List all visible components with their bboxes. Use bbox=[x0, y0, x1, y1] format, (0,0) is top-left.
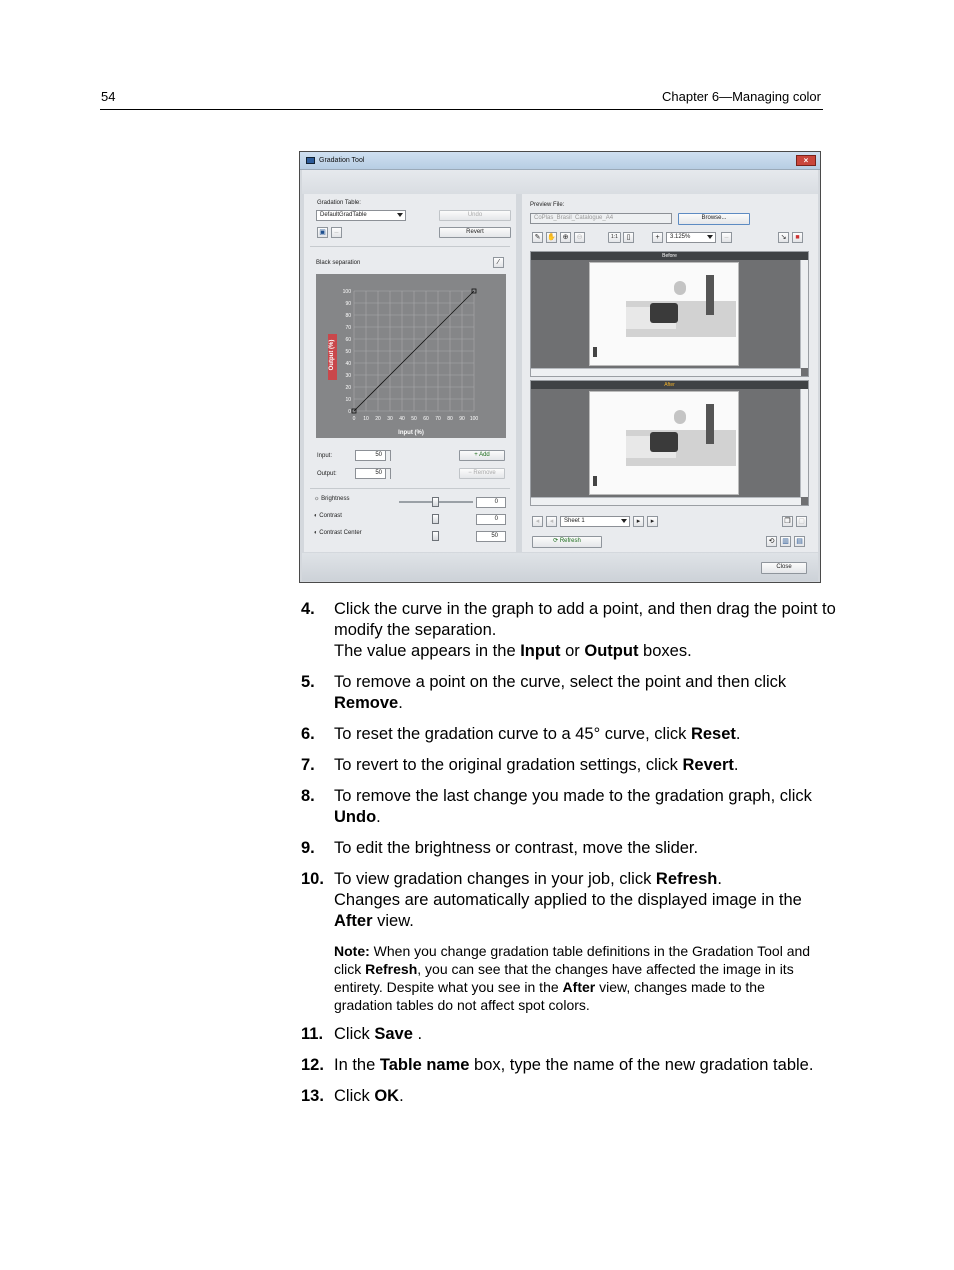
before-header: Before bbox=[531, 252, 808, 260]
y-tick-label: 40 bbox=[345, 361, 351, 367]
step-number: 13. bbox=[301, 1087, 324, 1105]
side-by-side-icon[interactable]: ▥ bbox=[780, 536, 791, 547]
eyedropper-icon[interactable]: ✎ bbox=[532, 232, 543, 243]
header-rule bbox=[100, 109, 823, 110]
dialog-titlebar bbox=[300, 152, 820, 170]
text-run: . bbox=[376, 808, 381, 826]
sync-icon[interactable]: ⟲ bbox=[766, 536, 777, 547]
text-run: . bbox=[735, 725, 741, 743]
step-text bbox=[334, 838, 841, 859]
refresh-label: Refresh bbox=[559, 538, 581, 544]
text-run: Click bbox=[334, 1087, 375, 1105]
step-item bbox=[301, 1055, 841, 1076]
next-sheet-icon[interactable]: ▸ bbox=[633, 516, 644, 527]
chapter-title: Chapter 6—Managing color bbox=[662, 89, 821, 104]
y-tick-label: 90 bbox=[345, 301, 351, 307]
fit-page-icon[interactable]: ▯ bbox=[623, 232, 634, 243]
after-horizontal-scrollbar[interactable] bbox=[531, 497, 801, 505]
x-tick-label: 0 bbox=[352, 416, 356, 422]
bold-term: Refresh bbox=[365, 961, 418, 977]
step-item bbox=[301, 672, 841, 714]
x-tick-label: 60 bbox=[423, 416, 429, 422]
zoom-in-icon[interactable]: ⊕ bbox=[560, 232, 571, 243]
bold-term: After bbox=[562, 979, 596, 995]
paste-icon[interactable]: ▢ bbox=[796, 516, 807, 527]
output-label: Output: bbox=[317, 471, 337, 477]
step-number: 9. bbox=[301, 839, 315, 857]
contrast-center-label: Contrast Center bbox=[319, 530, 362, 536]
text-run: view, changes made to the gradation tables do not affect spot colors. bbox=[334, 979, 765, 1013]
zoom-value: 3.125% bbox=[670, 234, 691, 240]
text-run: When you change gradation table definitions in the Gradation Tool and click bbox=[334, 943, 811, 977]
text-run: To view gradation changes in your job, click bbox=[334, 870, 656, 888]
page-number: 54 bbox=[101, 89, 116, 104]
bold-term: Save bbox=[374, 1025, 413, 1043]
before-page-thumbnail bbox=[589, 262, 739, 366]
zoom-minus-icon[interactable]: – bbox=[721, 232, 732, 243]
x-tick-label: 40 bbox=[399, 416, 405, 422]
step-item bbox=[301, 755, 841, 776]
zoom-out-icon[interactable]: ⊖ bbox=[574, 232, 585, 243]
divider bbox=[310, 488, 510, 489]
black-separation-label: Black separation bbox=[316, 260, 361, 266]
bold-term: Remove bbox=[334, 694, 399, 712]
bold-term: Revert bbox=[682, 756, 734, 774]
edit-curve-icon[interactable]: ⁄ bbox=[493, 257, 504, 268]
previous-sheet-icon[interactable]: ◂ bbox=[546, 516, 557, 527]
contrast-center-slider-thumb[interactable] bbox=[432, 531, 439, 541]
text-run: box, type the name of the new gradation table. bbox=[469, 1056, 814, 1074]
contrast-value: 0 bbox=[494, 516, 498, 522]
contrast-center-icon: ◐ bbox=[314, 530, 318, 536]
gradation-graph[interactable] bbox=[316, 274, 506, 438]
brightness-value: 0 bbox=[494, 499, 498, 505]
zoom-select[interactable] bbox=[666, 232, 716, 243]
brightness-field[interactable] bbox=[476, 497, 506, 508]
x-tick-label: 10 bbox=[363, 416, 369, 422]
text-run: The value appears in the bbox=[334, 642, 521, 660]
step-number: 4. bbox=[301, 600, 315, 618]
y-axis-label: Output (%) bbox=[329, 339, 335, 371]
gradation-tool-dialog bbox=[299, 151, 821, 583]
y-tick-label: 20 bbox=[345, 385, 351, 391]
step-number: 5. bbox=[301, 673, 315, 691]
gradation-table-value: DefaultGradTable bbox=[320, 212, 367, 218]
actual-size-button[interactable]: 1:1 bbox=[608, 232, 621, 243]
brightness-slider-thumb[interactable] bbox=[432, 497, 439, 507]
text-run: . bbox=[717, 870, 722, 888]
refresh-button[interactable] bbox=[532, 536, 602, 548]
bold-term: Reset bbox=[690, 725, 736, 743]
y-tick-label: 30 bbox=[345, 373, 351, 379]
step-number: 8. bbox=[301, 787, 315, 805]
app-icon bbox=[306, 157, 315, 164]
dialog-title: Gradation Tool bbox=[319, 157, 365, 164]
gradation-table-select[interactable] bbox=[316, 210, 406, 221]
instruction-steps bbox=[301, 599, 841, 1117]
input-label: Input: bbox=[317, 453, 333, 459]
step-item bbox=[301, 838, 841, 859]
x-tick-label: 100 bbox=[469, 416, 479, 422]
color-icon[interactable]: ■ bbox=[792, 232, 803, 243]
contrast-center-row bbox=[314, 530, 362, 536]
step-text bbox=[334, 786, 841, 828]
settings-icon[interactable]: ↘ bbox=[778, 232, 789, 243]
step-number: 7. bbox=[301, 756, 315, 774]
x-tick-label: 50 bbox=[411, 416, 417, 422]
contrast-center-value: 50 bbox=[491, 533, 498, 539]
contrast-field[interactable] bbox=[476, 514, 506, 525]
x-tick-labels bbox=[353, 416, 479, 422]
chevron-down-icon bbox=[621, 519, 627, 523]
step-text bbox=[334, 672, 841, 714]
divider bbox=[310, 246, 510, 247]
save-icon[interactable]: ▣ bbox=[317, 227, 328, 238]
before-preview[interactable] bbox=[530, 251, 809, 377]
text-run: . bbox=[412, 1025, 423, 1043]
refresh-icon: ⟳ bbox=[553, 538, 559, 544]
step-item bbox=[301, 599, 841, 662]
text-run: view. bbox=[372, 912, 414, 930]
text-run: To remove a point on the curve, select the point and then click bbox=[334, 673, 787, 691]
remove-button[interactable]: − Remove bbox=[459, 468, 505, 479]
text-run: To edit the brightness or contrast, move the slider. bbox=[334, 839, 699, 857]
contrast-slider-thumb[interactable] bbox=[432, 514, 439, 524]
add-button[interactable]: + Add bbox=[459, 450, 505, 461]
step-text bbox=[334, 599, 841, 662]
right-pane bbox=[522, 194, 818, 552]
y-tick-label: 70 bbox=[345, 325, 351, 331]
text-run: Click the curve in the graph to add a point, and then drag the point to modify the separation. bbox=[334, 600, 836, 639]
after-vertical-scrollbar[interactable] bbox=[800, 389, 808, 497]
browse-button[interactable]: Browse... bbox=[678, 213, 750, 225]
preview-file-label: Preview File: bbox=[530, 202, 565, 208]
text-run: . bbox=[733, 756, 739, 774]
step-number: 12. bbox=[301, 1056, 324, 1074]
contrast-row bbox=[314, 513, 342, 519]
bold-term: Output bbox=[584, 642, 639, 660]
preview-file-value: CoPlas_Brasil_Catalogue_A4 bbox=[534, 215, 614, 221]
step-item bbox=[301, 724, 841, 745]
step-number: 10. bbox=[301, 870, 324, 888]
input-value: 50 bbox=[375, 452, 382, 458]
step-number: 11. bbox=[301, 1025, 324, 1043]
text-run: To revert to the original gradation settings, click bbox=[334, 756, 683, 774]
zoom-plus-icon[interactable]: + bbox=[652, 232, 663, 243]
dialog-footer bbox=[302, 553, 818, 581]
x-axis-label: Input (%) bbox=[398, 430, 424, 436]
note bbox=[334, 942, 824, 1014]
contrast-center-field[interactable] bbox=[476, 531, 506, 542]
stacked-view-icon[interactable]: ▤ bbox=[794, 536, 805, 547]
undo-button[interactable]: Undo bbox=[439, 210, 511, 221]
step-text bbox=[334, 869, 841, 932]
close-window-icon[interactable]: × bbox=[796, 155, 816, 166]
hand-icon[interactable]: ✋ bbox=[547, 234, 556, 241]
steps-list bbox=[301, 599, 841, 932]
output-spinner[interactable] bbox=[385, 469, 390, 479]
first-sheet-icon[interactable]: ◂ bbox=[532, 516, 543, 527]
step-text bbox=[334, 724, 841, 745]
contrast-icon: ◐ bbox=[314, 513, 318, 519]
text-run: , you can see that the changes have affected the image in its entirety. Despite what you see in the bbox=[334, 961, 794, 995]
left-pane bbox=[304, 194, 516, 552]
bold-term: Undo bbox=[334, 808, 377, 826]
before-horizontal-scrollbar[interactable] bbox=[531, 368, 801, 376]
bold-term: Table name bbox=[379, 1056, 470, 1074]
x-tick-label: 70 bbox=[435, 416, 441, 422]
step-text bbox=[334, 1086, 841, 1107]
chevron-down-icon bbox=[707, 235, 713, 239]
text-run: . bbox=[399, 1087, 404, 1105]
last-sheet-icon[interactable]: ▸ bbox=[647, 516, 658, 527]
delete-icon[interactable]: – bbox=[331, 227, 342, 238]
output-value: 50 bbox=[375, 470, 382, 476]
x-tick-label: 80 bbox=[447, 416, 453, 422]
before-vertical-scrollbar[interactable] bbox=[800, 260, 808, 368]
step-item bbox=[301, 1086, 841, 1107]
bold-term: After bbox=[334, 912, 373, 930]
text-run: boxes. bbox=[638, 642, 692, 660]
step-item bbox=[301, 869, 841, 932]
x-tick-label: 90 bbox=[459, 416, 465, 422]
brightness-label: Brightness bbox=[321, 496, 350, 502]
preview-file-field[interactable] bbox=[530, 213, 672, 224]
text-run: Changes are automatically applied to the displayed image in the bbox=[334, 891, 802, 909]
gradation-chart[interactable] bbox=[316, 274, 506, 438]
text-run: . bbox=[398, 694, 403, 712]
y-tick-label: 50 bbox=[345, 349, 351, 355]
bold-term: OK bbox=[374, 1087, 400, 1105]
brightness-row bbox=[314, 496, 350, 502]
sheet-select[interactable] bbox=[560, 516, 630, 527]
step-item bbox=[301, 786, 841, 828]
step-text bbox=[334, 755, 841, 776]
copy-icon[interactable]: ❐ bbox=[782, 516, 793, 527]
x-tick-label: 30 bbox=[387, 416, 393, 422]
gradation-table-label: Gradation Table: bbox=[317, 200, 361, 206]
sheet-value: Sheet 1 bbox=[564, 518, 585, 524]
bold-term: Refresh bbox=[655, 870, 718, 888]
sun-icon: ☼ bbox=[314, 496, 320, 502]
text-run: To reset the gradation curve to a 45° curve, click bbox=[334, 725, 691, 743]
text-run: Click bbox=[334, 1025, 375, 1043]
step-number: 6. bbox=[301, 725, 315, 743]
bold-term: Note: bbox=[334, 943, 370, 959]
y-tick-label: 80 bbox=[345, 313, 351, 319]
after-header: After bbox=[531, 381, 808, 389]
input-spinner[interactable] bbox=[385, 451, 390, 461]
y-tick-label: 100 bbox=[342, 289, 351, 295]
y-tick-label: 0 bbox=[348, 409, 351, 415]
step-text bbox=[334, 1055, 841, 1076]
x-tick-label: 20 bbox=[375, 416, 381, 422]
text-run: To remove the last change you made to the gradation graph, click bbox=[334, 787, 812, 805]
y-tick-label: 60 bbox=[345, 337, 351, 343]
text-run: or bbox=[560, 642, 585, 660]
chevron-down-icon bbox=[397, 213, 403, 217]
revert-button[interactable]: Revert bbox=[439, 227, 511, 238]
after-page-thumbnail bbox=[589, 391, 739, 495]
steps-list-continued bbox=[301, 1024, 841, 1107]
y-tick-label: 10 bbox=[345, 397, 351, 403]
step-item bbox=[301, 1024, 841, 1045]
dialog-toolband bbox=[302, 170, 818, 194]
y-tick-labels bbox=[343, 289, 352, 415]
text-run: In the bbox=[334, 1056, 380, 1074]
step-text bbox=[334, 1024, 841, 1045]
close-button[interactable]: Close bbox=[761, 562, 807, 574]
contrast-label: Contrast bbox=[319, 513, 342, 519]
after-preview[interactable] bbox=[530, 380, 809, 506]
bold-term: Input bbox=[520, 642, 561, 660]
